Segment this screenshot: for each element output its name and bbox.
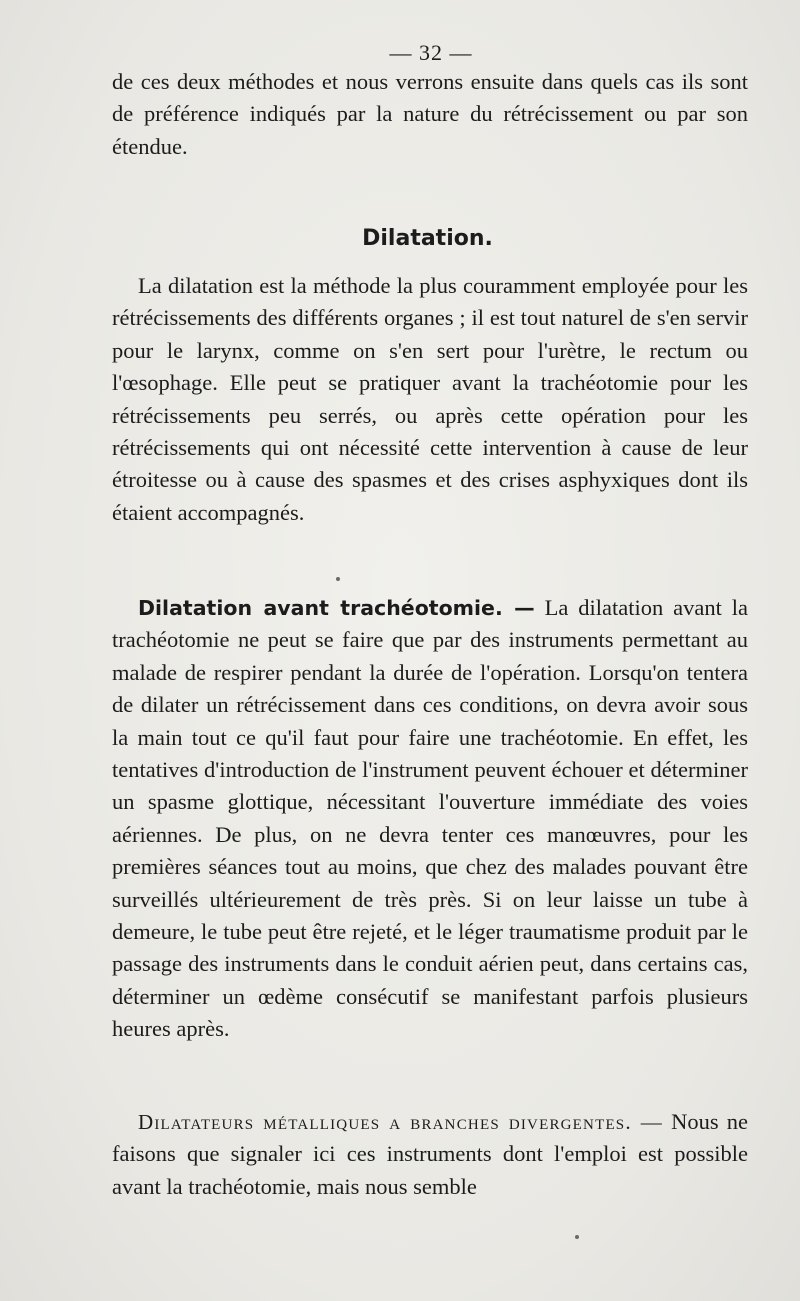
- intro-paragraph: de ces deux méthodes et nous verrons ensuite dans quels cas ils sont de préférence indiqués par la nature du rétrécissement ou par son étendue.: [112, 69, 748, 159]
- subsection-heading: Dilatateurs métalliques a branches divergentes. —: [138, 1110, 663, 1134]
- subsection-text: La dilatation avant la trachéotomie ne peut se faire que par des instruments permettant au malade de respirer pendant la durée de l'opération. Lorsqu'on tentera de dilater un rétrécissement dans ces conditions, on devra avoir sous la main tout ce qu'il faut pour faire une trachéotomie. En effet, les tentatives d'introduction de l'instrument peuvent échouer et déterminer un spasme glottique, nécessitant l'ouverture immédiate des voies aériennes. De plus, on ne devra tenter ces manœuvres, pour les premières séances tout au moins, que chez des malades pouvant être surveillés ultérieurement de très près. Si on leur laisse un tube à demeure, le tube peut être rejeté, et le léger traumatisme produit par le passage des instruments dans le conduit aérien peut, dans certains cas, déterminer un œdème consécutif se manifestant parfois plusieurs heures après.: [112, 595, 748, 1042]
- paragraph-dilatation: La dilatation est la méthode la plus couramment employée pour les rétrécissements des différents organes ; il est tout naturel de s'en servir pour le larynx, comme on s'en sert pour l'urètre, le rectum ou l'œsophage. Elle peut se pratiquer avant la trachéotomie pour les rétrécissements peu serrés, ou après cette opération pour les rétrécissements qui ont nécessité cette intervention à cause de leur étroitesse ou à cause des spasmes et des crises asphyxiques dont ils étaient accompagnés.: [112, 273, 748, 525]
- paragraph-dilatateurs-metalliques: [112, 1106, 748, 1203]
- page-number: — 32 —: [389, 40, 473, 65]
- subsection-text: Nous ne faisons que signaler ici ces instruments dont l'emploi est possible avant la trachéotomie, mais nous semble: [112, 1109, 748, 1199]
- subsection-heading: Dilatation avant trachéotomie. —: [138, 596, 535, 620]
- paragraph-dilatation-avant-tracheotomie: [112, 592, 748, 1046]
- ink-speck: [575, 1235, 579, 1239]
- section-title: Dilatation.: [362, 226, 493, 251]
- ink-speck: [336, 577, 340, 581]
